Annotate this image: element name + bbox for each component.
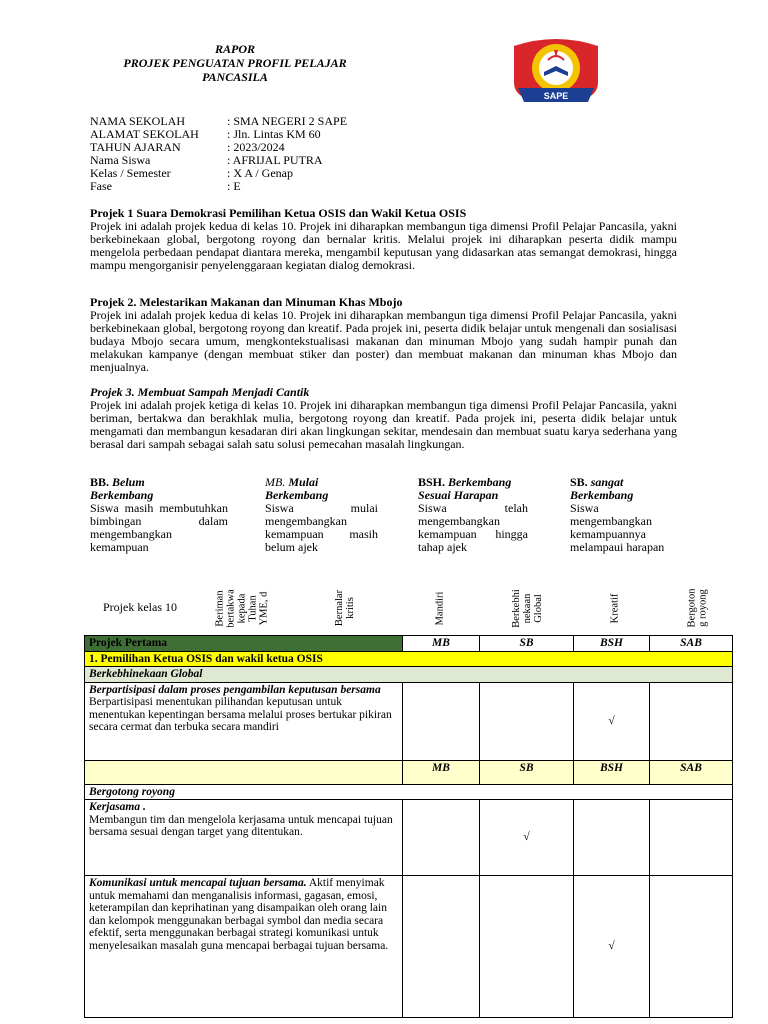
project-2-section: [90, 296, 677, 374]
header-bsh: BSH: [574, 636, 650, 652]
legend-description: Siswa mengembangkan kemampuannya melampaui harapan: [570, 501, 665, 554]
report-subtitle-2: PANCASILA: [202, 70, 268, 84]
sab-cell: [650, 876, 733, 1018]
info-label: Nama Siswa: [90, 153, 151, 167]
dimension-cell: Bergotong royong: [85, 784, 733, 800]
info-label: Fase: [90, 179, 112, 193]
dimension-row: [85, 667, 733, 683]
legend-sb: [570, 476, 680, 554]
bsh-cell: [574, 800, 650, 876]
table-row: [85, 876, 733, 1018]
criteria-title: Berpartisipasi dalam proses pengambilan keputusan bersama: [89, 683, 381, 696]
legend-name-2: Berkembang: [570, 488, 634, 502]
project-1-description: Projek ini adalah projek kedua di kelas 10. Projek ini diharapkan membangun tiga dimensi Profil Pelajar Pancasila, yakni berkebinekaan global, bergotong royong dan bernalar kritis. Melalui projek ini diharapkan peserta didik mampu mengelola perbedaan pendapat diantara mereka, mengambil keputusan yang didasarkan atas semangat demokrasi, hingga mampu mengorganisir penyelenggaraan kegiatan dialog demokrasi.: [90, 219, 677, 272]
info-value: : 2023/2024: [227, 140, 285, 154]
project-3-title: Projek 3. Membuat Sampah Menjadi Cantik: [90, 385, 310, 399]
criteria-title: Komunikasi untuk mencapai tujuan bersama.: [89, 877, 307, 889]
legend-code: BB.: [90, 475, 110, 489]
project-3-section: [90, 386, 677, 451]
project-title-cell: 1. Pemilihan Ketua OSIS dan wakil ketua OSIS: [85, 651, 733, 667]
table-row: [85, 800, 733, 876]
sub-header-sab: SAB: [650, 760, 733, 784]
report-title: RAPOR: [214, 42, 255, 56]
dimension-header-text: Kreatif: [609, 593, 621, 623]
info-value: : AFRIJAL PUTRA: [227, 153, 323, 167]
legend-description: Siswa mulai mengembangkan kemampuan masih belum ajek: [265, 501, 378, 554]
project-1-title: Projek 1 Suara Demokrasi Pemilihan Ketua OSIS dan Wakil Ketua OSIS: [90, 206, 467, 220]
sab-cell: [650, 682, 733, 760]
legend-name-2: Berkembang: [90, 488, 154, 502]
info-label: TAHUN AJARAN: [90, 140, 181, 154]
dimension-header-text: Beriman bertakwa kepada Tuhan YME, d: [214, 588, 270, 628]
dimension-header: [672, 584, 722, 632]
info-label: Kelas / Semester: [90, 166, 171, 180]
dimension-header: [212, 584, 272, 632]
header-sb: SB: [480, 636, 574, 652]
criteria-cell: [85, 800, 403, 876]
info-label: ALAMAT SEKOLAH: [90, 127, 199, 141]
dimension-header-text: Bernalar kritis: [334, 589, 356, 627]
criteria-description: Membangun tim dan mengelola kerjasama untuk mencapai tujuan bersama sesuai dengan target yang ditentukan.: [89, 813, 393, 838]
dimension-header: [500, 584, 555, 632]
sb-cell: [480, 682, 574, 760]
legend-name: Belum: [112, 475, 145, 489]
legend-bsh: [418, 476, 528, 554]
legend-code: SB.: [570, 475, 588, 489]
legend-bb: [90, 476, 228, 554]
projek-kelas-label: Projek kelas 10: [103, 600, 177, 614]
legend-name-2: Sesuai Harapan: [418, 488, 499, 502]
dimension-row: [85, 784, 733, 800]
legend-description: Siswa telah mengembangkan kemampuan hingga tahap ajek: [418, 501, 528, 554]
dimension-header-text: Berkebhi nekaan Global: [511, 588, 544, 628]
sab-cell: [650, 800, 733, 876]
project-title-row: [85, 651, 733, 667]
svg-text:SAPE: SAPE: [543, 91, 569, 101]
table-header-row: [85, 636, 733, 652]
info-value: : Jln. Lintas KM 60: [227, 127, 321, 141]
sub-header-row: [85, 760, 733, 784]
header-mb: MB: [403, 636, 480, 652]
table-row: [85, 682, 733, 760]
info-label: NAMA SEKOLAH: [90, 114, 186, 128]
legend-name: Mulai: [288, 475, 319, 489]
sub-header-mb: MB: [403, 760, 480, 784]
criteria-cell: [85, 682, 403, 760]
legend-name: Berkembang: [448, 475, 512, 489]
dimension-header: [415, 584, 465, 632]
sb-cell: [480, 876, 574, 1018]
info-row: [90, 180, 347, 193]
mb-cell: [403, 876, 480, 1018]
sub-header-sb: SB: [480, 760, 574, 784]
project-1-section: [90, 207, 677, 272]
report-subtitle: PROJEK PENGUATAN PROFIL PELAJAR: [123, 56, 347, 70]
sub-header-blank: [85, 760, 403, 784]
legend-code: BSH.: [418, 475, 446, 489]
legend-code: MB.: [265, 475, 286, 489]
mb-cell: [403, 682, 480, 760]
info-value: : E: [227, 179, 241, 193]
header-sab: SAB: [650, 636, 733, 652]
project-2-description: Projek ini adalah projek kedua di kelas 10. Projek ini diharapkan membangun tiga dimensi Profil Pelajar Pancasila, yakni berkebinekaan global, bergotong royong dan kreatif. Pada projek ini, peserta didik belajar untuk mengenali dan sosialisasi budaya Mbojo secara umum, mengkontekstualisasi makanan dan minuman Mbojo yang sudah hampir punah dan melakukan kampanye (dengan membuat stiker dan poster) dan membuat makanan dan minuman khas Mbojo dan menjualnya.: [90, 308, 677, 374]
mb-cell: [403, 800, 480, 876]
legend-name-2: Berkembang: [265, 488, 329, 502]
criteria-cell: [85, 876, 403, 1018]
dimension-cell: Berkebhinekaan Global: [85, 667, 733, 683]
dimension-header-text: Bergoton g royong: [685, 588, 708, 628]
dimension-header: [590, 584, 640, 632]
student-info: [90, 115, 347, 193]
legend-mb: [265, 476, 378, 554]
project-3-description: Projek ini adalah projek ketiga di kelas 10. Projek ini diharapkan membangun tiga dimensi Profil Pelajar Pancasila, yakni beriman, bertakwa dan berakhlak mulia, bergotong royong dan kreatif. Pada projek ini, peserta didik belajar untuk mengamati dan membangun kesadaran diri akan lingkungan sekitar, mendesain dan membuat suatu karya sederhana yang berasal dari sampah sebagai salah satu solusi pemecahan masalah lingkungan.: [90, 398, 677, 451]
project-2-title: Projek 2. Melestarikan Makanan dan Minuman Khas Mbojo: [90, 295, 403, 309]
info-value: : X A / Genap: [227, 166, 293, 180]
sb-check-mark: √: [480, 800, 574, 876]
dimension-header: [320, 584, 370, 632]
info-value: : SMA NEGERI 2 SAPE: [227, 114, 348, 128]
bsh-check-mark: √: [574, 876, 650, 1018]
header-projek-pertama: Projek Pertama: [85, 636, 403, 652]
info-row: [90, 167, 347, 180]
school-logo: [508, 36, 604, 112]
legend-description: Siswa masih membutuhkan bimbingan dalam mengembangkan kemampuan: [90, 501, 228, 554]
dimension-header-text: Mandiri: [434, 591, 446, 625]
criteria-title: Kerjasama .: [89, 801, 146, 813]
criteria-description: Berpartisipasi menentukan pilihandan keputusan untuk menentukan kepentingan bersama melalui proses bertukar pikiran secara cermat dan terbuka secara mandiri: [89, 696, 392, 733]
criteria-description: Aktif menyimak untuk memahami dan menganalisis informasi, gagasan, emosi, keterampilan dan keprihatinan yang disampaikan oleh orang lain dan kelompok menggunakan berbagai symbol dan media secara efektif, serta menggunakan berbagai strategi komunikasi untuk menyelesaikan masalah guna mencapai berbagai tujuan bersama.: [89, 877, 389, 952]
bsh-check-mark: √: [574, 682, 650, 760]
sub-header-bsh: BSH: [574, 760, 650, 784]
legend-name: sangat: [590, 475, 624, 489]
assessment-table: [84, 635, 733, 1018]
